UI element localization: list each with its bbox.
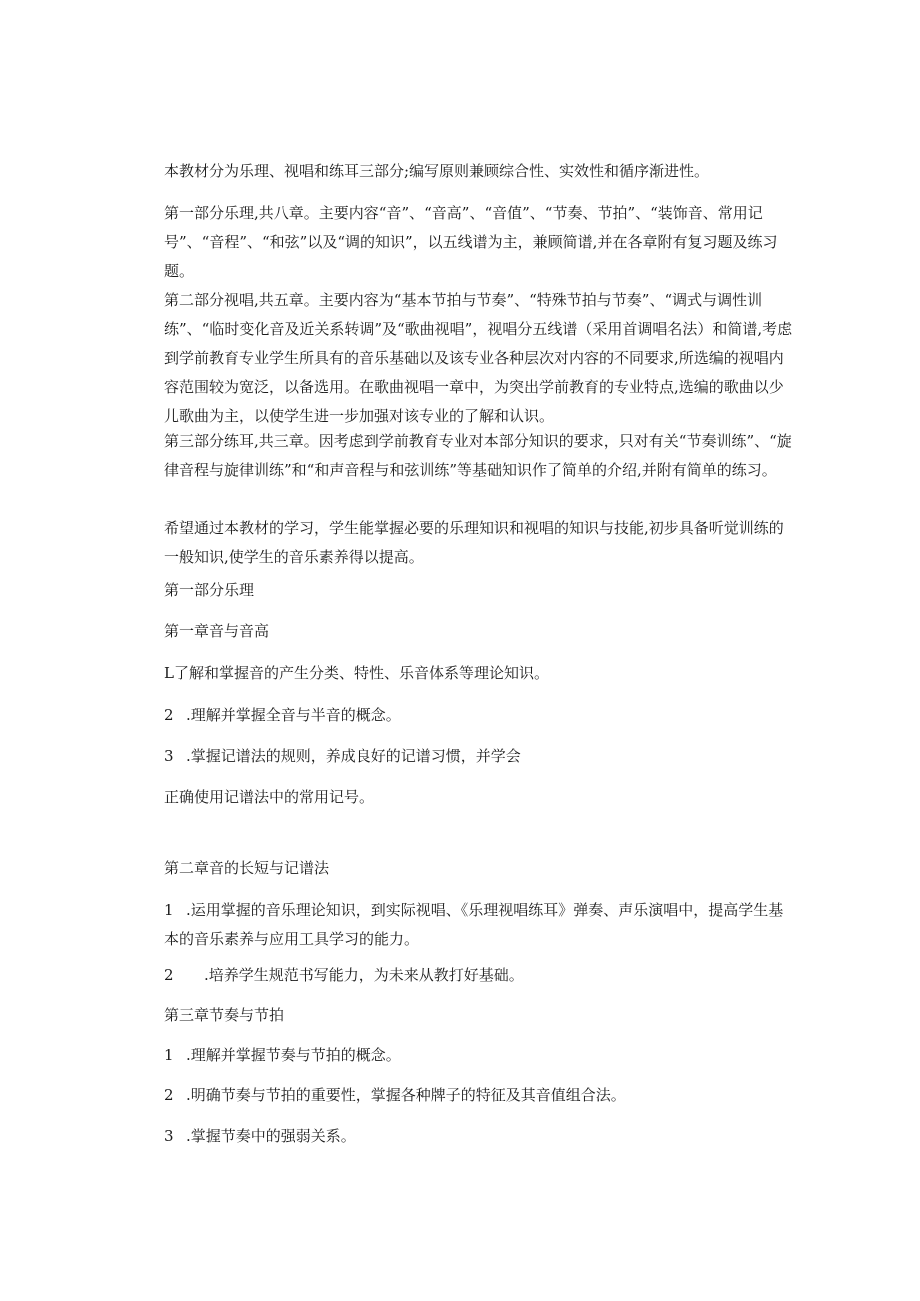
chapter2-title: 第二章音的长短与记谱法 <box>164 859 330 877</box>
chapter3-item-1 <box>164 1041 794 1070</box>
chapter3-item-1-text: .理解并掌握节奏与节拍的概念。 <box>186 1046 401 1064</box>
chapter2-item-2 <box>164 961 794 990</box>
chapter2-item-2-number: 2 <box>164 966 174 984</box>
chapter1-item-3-text: .掌握记谱法的规则，养成良好的记谱习惯，并学会 <box>186 747 521 765</box>
chapter3-item-2 <box>164 1081 794 1110</box>
chapter1-item-3-number: 3 <box>164 747 174 765</box>
chapter3-title: 第三章节奏与节拍 <box>164 1006 285 1024</box>
chapter2-item-2-text: .培养学生规范书写能力，为未来从教打好基础。 <box>204 966 524 984</box>
chapter2-item-1-text: .运用掌握的音乐理论知识，到实际视唱、《乐理视唱练耳》弹奏、声乐演唱中，提高学生基本的音乐素养与应用工具学习的能力。 <box>164 901 784 948</box>
chapter3-item-2-number: 2 <box>164 1086 174 1104</box>
chapter2-item-1 <box>164 896 794 954</box>
chapter3-item-3-number: 3 <box>164 1127 174 1145</box>
chapter1-item-1 <box>164 659 794 688</box>
chapter1-item-3-continuation: 正确使用记谱法中的常用记号。 <box>164 788 375 806</box>
chapter2-item-1-number: 1 <box>164 901 174 919</box>
part3-description: 第三部分练耳,共三章。因考虑到学前教育专业对本部分知识的要求，只对有关“节奏训练”、“旋律音程与旋律训练”和“和声音程与和弦训练”等基础知识作了简单的介绍,并附有简单的练习。 <box>164 432 792 479</box>
intro-paragraph: 本教材分为乐理、视唱和练耳三部分;编写原则兼顾综合性、实效性和循序渐进性。 <box>164 162 710 180</box>
chapter3-item-3-text: .掌握节奏中的强弱关系。 <box>186 1127 356 1145</box>
chapter1-item-2 <box>164 701 794 730</box>
chapter1-item-1-text: L了解和掌握音的产生分类、特性、乐音体系等理论知识。 <box>164 664 549 682</box>
chapter3-item-2-text: .明确节奏与节拍的重要性，掌握各种牌子的特征及其音值组合法。 <box>186 1086 626 1104</box>
chapter1-item-3 <box>164 742 794 771</box>
chapter3-item-1-number: 1 <box>164 1046 174 1064</box>
chapter1-title: 第一章音与音高 <box>164 622 270 640</box>
part1-heading: 第一部分乐理 <box>164 581 255 599</box>
hope-paragraph: 希望通过本教材的学习，学生能掌握必要的乐理知识和视唱的知识与技能,初步具备听觉训练的一般知识,使学生的音乐素养得以提高。 <box>164 519 784 566</box>
chapter3-item-3 <box>164 1122 794 1151</box>
chapter1-item-2-text: .理解并掌握全音与半音的概念。 <box>186 706 401 724</box>
part1-description: 第一部分乐理,共八章。主要内容“音”、“音高”、“音值”、“节奏、节拍”、“装饰音、常用记号”、“音程”、“和弦”以及“调的知识”，以五线谱为主，兼顾简谱,并在各章附有复习题及练习题。 <box>164 204 778 280</box>
part2-description: 第二部分视唱,共五章。主要内容为“基本节拍与节奏”、“特殊节拍与节奏”、“调式与调性训练”、“临时变化音及近关系转调”及“歌曲视唱”，视唱分五线谱（采用首调唱名法）和简谱,考虑到学前教育专业学生所具有的音乐基础以及该专业各种层次对内容的不同要求,所选编的视唱内容范围较为宽泛，以备选用。在歌曲视唱一章中，为突出学前教育的专业特点,选编的歌曲以少儿歌曲为主，以使学生进一步加强对该专业的了解和认识。 <box>164 291 793 425</box>
chapter1-item-2-number: 2 <box>164 706 174 724</box>
